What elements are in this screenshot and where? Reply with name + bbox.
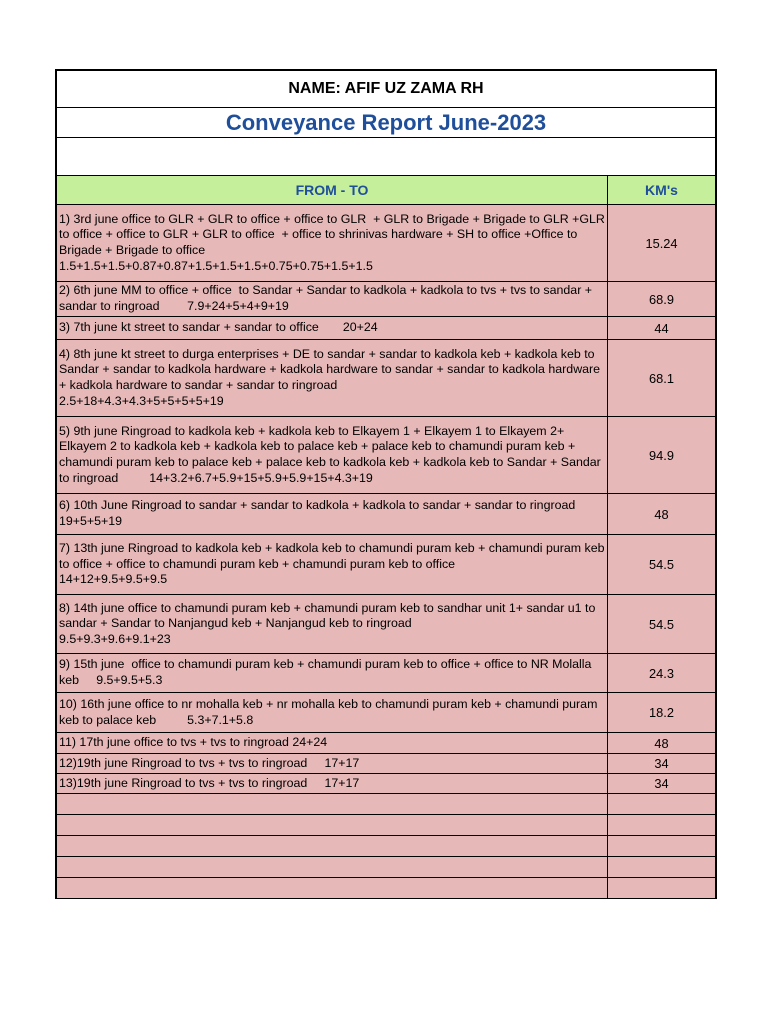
- blank-row: [57, 138, 715, 176]
- column-header-from-to: FROM - TO: [57, 176, 608, 204]
- trip-description: 3) 7th june kt street to sandar + sandar to office 20+24: [57, 317, 608, 339]
- trip-km: 44: [608, 317, 715, 339]
- table-row: [57, 754, 715, 774]
- empty-km-cell: [608, 836, 715, 856]
- table-row: [57, 317, 715, 340]
- trip-description: 8) 14th june office to chamundi puram keb + chamundi puram keb to sandhar unit 1+ sandar u1 to sandar + Sandar to Nanjangud keb + Nanjangud keb to ringroad 9.5+9.3+9.6+9.1+23: [57, 595, 608, 653]
- empty-description-cell: [57, 878, 608, 898]
- column-header-kms: KM's: [645, 182, 678, 198]
- empty-description-cell: [57, 836, 608, 856]
- trip-km: 54.5: [608, 535, 715, 594]
- trip-description: 9) 15th june office to chamundi puram keb + chamundi puram keb to office + office to NR Molalla keb 9.5+9.5+5.3: [57, 654, 608, 692]
- trip-description: 13)19th june Ringroad to tvs + tvs to ringroad 17+17: [57, 774, 608, 793]
- trip-description: 2) 6th june MM to office + office to Sandar + Sandar to kadkola + kadkola to tvs + tvs to sandar + sandar to ringroad 7.9+24+5+4+9+19: [57, 282, 608, 316]
- table-row: [57, 693, 715, 733]
- report-sheet: [55, 69, 717, 899]
- table-row: [57, 535, 715, 595]
- trip-km: 34: [608, 774, 715, 793]
- trip-km: 48: [608, 494, 715, 534]
- empty-km-cell: [608, 878, 715, 898]
- empty-row: [57, 878, 715, 899]
- trip-description: 11) 17th june office to tvs + tvs to ringroad 24+24: [57, 733, 608, 753]
- trip-km: 24.3: [608, 654, 715, 692]
- trip-description: 10) 16th june office to nr mohalla keb + nr mohalla keb to chamundi puram keb + chamundi puram keb to palace keb 5.3+7.1+5.8: [57, 693, 608, 732]
- trip-km: 18.2: [608, 693, 715, 732]
- empty-row: [57, 836, 715, 857]
- empty-row: [57, 794, 715, 815]
- trip-km: 48: [608, 733, 715, 753]
- empty-row: [57, 815, 715, 836]
- report-title: Conveyance Report June-2023: [225, 109, 547, 135]
- title-row: [57, 108, 715, 138]
- table-header: [57, 176, 715, 205]
- table-row: [57, 595, 715, 654]
- empty-description-cell: [57, 794, 608, 814]
- table-row: [57, 282, 715, 317]
- trip-km: 68.1: [608, 340, 715, 416]
- empty-description-cell: [57, 815, 608, 835]
- table-body: [57, 205, 715, 899]
- trip-description: 5) 9th june Ringroad to kadkola keb + kadkola keb to Elkayem 1 + Elkayem 1 to Elkayem 2+ Elkayem 2 to kadkola keb + kadkola keb to palace keb + palace keb to chamundi puram keb + chamundi puram keb to palace keb + palace keb to kadkola keb + kadkola keb to Sandar + Sandar to ringroad 14+3.2+6.7+5.9+15+5.9+5.9+15+4.3+19: [57, 417, 608, 493]
- trip-km: 94.9: [608, 417, 715, 493]
- trip-km: 54.5: [608, 595, 715, 653]
- empty-row: [57, 857, 715, 878]
- table-row: [57, 205, 715, 282]
- name-row: [57, 71, 715, 108]
- table-row: [57, 417, 715, 494]
- table-row: [57, 774, 715, 794]
- table-row: [57, 654, 715, 693]
- trip-description: 6) 10th June Ringroad to sandar + sandar to kadkola + kadkola to sandar + sandar to ringroad 19+5+5+19: [57, 494, 608, 534]
- trip-description: 1) 3rd june office to GLR + GLR to office + office to GLR + GLR to Brigade + Brigade to GLR +GLR to office + office to GLR + GLR to office + office to shrinivas hardware + SH to office +Office to Brigade + Brigade to office 1.5+1.5+1.5+0.87+0.87+1.5+1.5+1.5+0.75+0.75+1.5+1.5: [57, 205, 608, 281]
- empty-description-cell: [57, 857, 608, 877]
- empty-km-cell: [608, 815, 715, 835]
- table-row: [57, 340, 715, 417]
- trip-description: 12)19th june Ringroad to tvs + tvs to ringroad 17+17: [57, 754, 608, 773]
- table-row: [57, 494, 715, 535]
- trip-description: 4) 8th june kt street to durga enterprises + DE to sandar + sandar to kadkola keb + kadkola keb to Sandar + sandar to kadkola hardware + kadkola hardware to sandar + sandar to kadkola hardware + kadkola hardware to sandar + sandar to ringroad 2.5+18+4.3+4.3+5+5+5+5+19: [57, 340, 608, 416]
- trip-km: 34: [608, 754, 715, 773]
- empty-km-cell: [608, 794, 715, 814]
- trip-km: 15.24: [608, 205, 715, 281]
- trip-description: 7) 13th june Ringroad to kadkola keb + kadkola keb to chamundi puram keb + chamundi puram keb to office + office to chamundi puram keb + chamundi puram keb to office 14+12+9.5+9.5+9.5: [57, 535, 608, 594]
- trip-km: 68.9: [608, 282, 715, 316]
- empty-km-cell: [608, 857, 715, 877]
- table-row: [57, 733, 715, 754]
- employee-name: NAME: AFIF UZ ZAMA RH: [288, 80, 484, 97]
